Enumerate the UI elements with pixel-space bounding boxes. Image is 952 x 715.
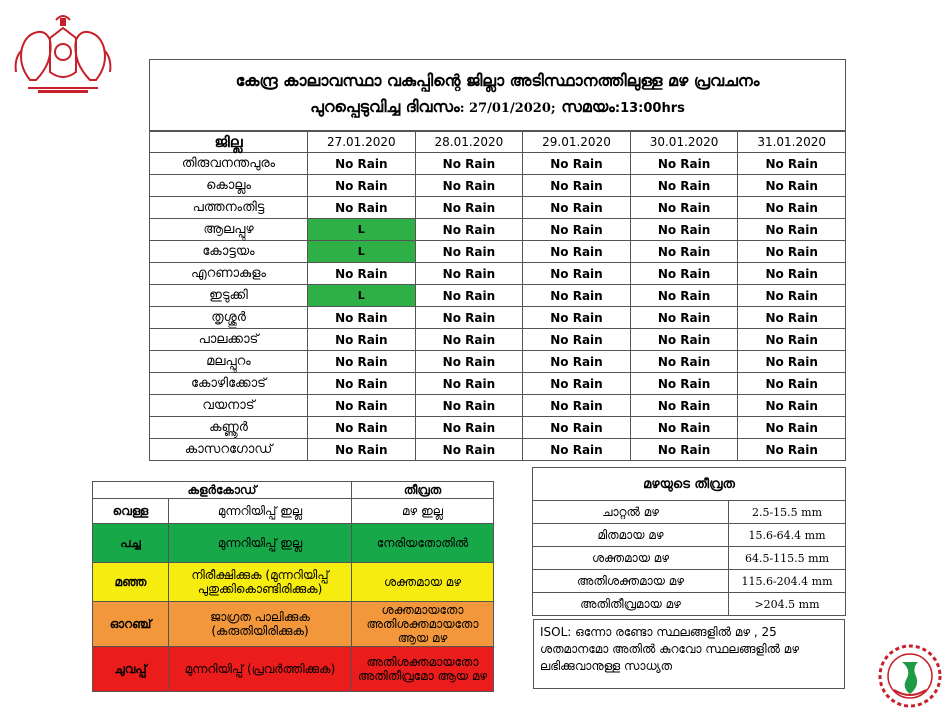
intensity-range: >204.5 mm (729, 593, 846, 616)
intensity-row (533, 501, 846, 524)
district-name: ഇടുക്കി (150, 285, 308, 307)
time-label: സമയം (555, 97, 615, 116)
date-header: 28.01.2020 (415, 132, 523, 153)
legend-intensity: ശക്തമായതോ അതിശക്തമായതോ ആയ മഴ (352, 602, 494, 647)
intensity-label: അതിതീവ്രമായ മഴ (533, 593, 729, 616)
forecast-cell: No Rain (308, 329, 416, 351)
forecast-row (150, 153, 846, 175)
forecast-cell: No Rain (308, 263, 416, 285)
intensity-label: മിതമായ മഴ (533, 524, 729, 547)
forecast-cell: No Rain (415, 285, 523, 307)
forecast-cell: No Rain (738, 373, 846, 395)
forecast-cell: No Rain (630, 241, 738, 263)
color-code-legend (92, 481, 494, 692)
forecast-row (150, 197, 846, 219)
forecast-cell: No Rain (738, 219, 846, 241)
legend-color-header: കളർകോഡ് (93, 482, 352, 499)
forecast-cell: No Rain (523, 175, 631, 197)
forecast-cell: No Rain (415, 395, 523, 417)
legend-header-row (93, 482, 494, 499)
forecast-cell: No Rain (630, 395, 738, 417)
district-name: കോഴിക്കോട് (150, 373, 308, 395)
legend-advisory: മുന്നറിയിപ്പ് (പ്രവർത്തിക്കുക) (169, 647, 352, 692)
forecast-cell: No Rain (415, 219, 523, 241)
forecast-cell: No Rain (523, 439, 631, 461)
forecast-cell: No Rain (308, 373, 416, 395)
legend-advisory: ജാഗ്രത പാലിക്കുക (കരുതിയിരിക്കുക) (169, 602, 352, 647)
intensity-range: 64.5-115.5 mm (729, 547, 846, 570)
legend-advisory: മുന്നറിയിപ്പ് ഇല്ല (169, 524, 352, 563)
forecast-cell: No Rain (415, 197, 523, 219)
district-name: തിരുവനന്തപുരം (150, 153, 308, 175)
date-header: 29.01.2020 (523, 132, 631, 153)
intensity-row (533, 524, 846, 547)
forecast-cell: No Rain (308, 417, 416, 439)
district-name: വയനാട് (150, 395, 308, 417)
forecast-cell: No Rain (630, 417, 738, 439)
forecast-row (150, 439, 846, 461)
forecast-cell: L (308, 219, 416, 241)
forecast-row (150, 241, 846, 263)
forecast-cell: No Rain (415, 175, 523, 197)
district-name: പാലക്കാട് (150, 329, 308, 351)
forecast-cell: No Rain (308, 351, 416, 373)
date-header: 30.01.2020 (630, 132, 738, 153)
forecast-cell: No Rain (630, 351, 738, 373)
forecast-cell: No Rain (415, 351, 523, 373)
forecast-cell: No Rain (415, 417, 523, 439)
legend-intensity-header: തീവ്രത (352, 482, 494, 499)
forecast-cell: No Rain (523, 395, 631, 417)
forecast-cell: No Rain (738, 285, 846, 307)
forecast-cell: No Rain (308, 175, 416, 197)
forecast-row (150, 285, 846, 307)
forecast-cell: L (308, 241, 416, 263)
ksdma-logo (876, 640, 944, 712)
forecast-row (150, 329, 846, 351)
forecast-cell: No Rain (415, 439, 523, 461)
legend-advisory: നിരീക്ഷിക്കുക (മുന്നറിയിപ്പ് പുതുക്കികൊണ്ടിരിക്കുക) (169, 563, 352, 602)
forecast-cell: No Rain (308, 395, 416, 417)
legend-row-green (93, 524, 494, 563)
forecast-row (150, 307, 846, 329)
forecast-row (150, 175, 846, 197)
intensity-range: 115.6-204.4 mm (729, 570, 846, 593)
district-name: ആലപ്പുഴ (150, 219, 308, 241)
legend-row-yellow (93, 563, 494, 602)
forecast-cell: No Rain (415, 153, 523, 175)
legend-intensity: അതിശക്തമായതോ അതിതീവ്രമോ ആയ മഴ (352, 647, 494, 692)
forecast-cell: No Rain (738, 439, 846, 461)
time-value: :13:00hrs (614, 101, 685, 116)
intensity-title: മഴയുടെ തീവ്രത (533, 468, 846, 501)
district-name: മലപ്പുറം (150, 351, 308, 373)
forecast-cell: No Rain (523, 219, 631, 241)
district-header: ജില്ല (150, 132, 308, 153)
legend-intensity: മഴ ഇല്ല (352, 499, 494, 524)
forecast-cell: No Rain (630, 175, 738, 197)
forecast-table (149, 131, 846, 461)
kerala-emblem-logo (8, 10, 118, 100)
forecast-row (150, 395, 846, 417)
isol-note: ISOL: ഒന്നോ രണ്ടോ സ്ഥലങ്ങളിൽ മഴ , 25 ശതമാനമോ അതിൽ കുറവോ സ്ഥലങ്ങളിൽ മഴ ലഭിക്കുവാനുള്ള സാധ്യത (533, 619, 845, 689)
forecast-cell: No Rain (308, 439, 416, 461)
intensity-row (533, 547, 846, 570)
forecast-cell: No Rain (630, 307, 738, 329)
issued-label: പുറപ്പെടുവിച്ച ദിവസം (310, 97, 460, 116)
legend-advisory: മുന്നറിയിപ്പ് ഇല്ല (169, 499, 352, 524)
intensity-row (533, 570, 846, 593)
legend-row-orange (93, 602, 494, 647)
intensity-row (533, 593, 846, 616)
forecast-cell: No Rain (738, 395, 846, 417)
forecast-row (150, 263, 846, 285)
forecast-cell: No Rain (738, 241, 846, 263)
forecast-row (150, 351, 846, 373)
legend-row-white (93, 499, 494, 524)
forecast-cell: No Rain (523, 263, 631, 285)
forecast-cell: No Rain (738, 175, 846, 197)
forecast-row (150, 219, 846, 241)
forecast-cell: No Rain (738, 417, 846, 439)
forecast-cell: No Rain (523, 197, 631, 219)
forecast-cell: No Rain (523, 285, 631, 307)
district-name: എറണാകുളം (150, 263, 308, 285)
legend-intensity: നേരിയതോതിൽ (352, 524, 494, 563)
date-header: 31.01.2020 (738, 132, 846, 153)
legend-row-red (93, 647, 494, 692)
forecast-header-row (150, 132, 846, 153)
district-name: കൊല്ലം (150, 175, 308, 197)
forecast-cell: No Rain (630, 153, 738, 175)
forecast-cell: No Rain (630, 219, 738, 241)
forecast-panel (149, 59, 846, 461)
forecast-cell: No Rain (738, 153, 846, 175)
forecast-cell: No Rain (738, 197, 846, 219)
forecast-cell: No Rain (523, 241, 631, 263)
forecast-cell: No Rain (630, 285, 738, 307)
forecast-cell: No Rain (630, 329, 738, 351)
legend-color-name: പച്ച (93, 524, 169, 563)
forecast-cell: No Rain (308, 307, 416, 329)
legend-intensity: ശക്തമായ മഴ (352, 563, 494, 602)
legend-color-name: മഞ്ഞ (93, 563, 169, 602)
forecast-cell: No Rain (738, 307, 846, 329)
issued-date: : 27/01/2020; (459, 101, 556, 116)
legend-color-name: ഓറഞ്ച് (93, 602, 169, 647)
forecast-cell: No Rain (630, 263, 738, 285)
intensity-label: ചാറ്റൽ മഴ (533, 501, 729, 524)
forecast-row (150, 417, 846, 439)
forecast-cell: No Rain (738, 263, 846, 285)
rain-intensity-table (532, 467, 846, 616)
forecast-cell: No Rain (523, 417, 631, 439)
forecast-cell: No Rain (630, 373, 738, 395)
date-header: 27.01.2020 (308, 132, 416, 153)
district-name: പത്തനംതിട്ട (150, 197, 308, 219)
forecast-cell: No Rain (630, 439, 738, 461)
forecast-cell: No Rain (415, 307, 523, 329)
forecast-row (150, 373, 846, 395)
forecast-cell: No Rain (738, 329, 846, 351)
district-name: തൃശ്ശൂർ (150, 307, 308, 329)
forecast-cell: No Rain (738, 351, 846, 373)
intensity-label: അതിശക്തമായ മഴ (533, 570, 729, 593)
title-line2 (150, 94, 845, 122)
forecast-cell: No Rain (308, 153, 416, 175)
forecast-cell: No Rain (308, 197, 416, 219)
intensity-range: 2.5-15.5 mm (729, 501, 846, 524)
forecast-cell: L (308, 285, 416, 307)
forecast-cell: No Rain (523, 307, 631, 329)
forecast-cell: No Rain (415, 263, 523, 285)
forecast-cell: No Rain (630, 197, 738, 219)
district-name: കാസറഗോഡ് (150, 439, 308, 461)
forecast-cell: No Rain (523, 329, 631, 351)
forecast-cell: No Rain (415, 329, 523, 351)
forecast-title (149, 59, 846, 131)
district-name: കോട്ടയം (150, 241, 308, 263)
intensity-label: ശക്തമായ മഴ (533, 547, 729, 570)
forecast-cell: No Rain (523, 153, 631, 175)
title-line1: കേന്ദ്ര കാലാവസ്ഥാ വകുപ്പിന്റെ ജില്ലാ അടിസ്ഥാനത്തിലുള്ള മഴ പ്രവചനം (235, 71, 760, 90)
forecast-cell: No Rain (415, 241, 523, 263)
legend-color-name: വെള്ള (93, 499, 169, 524)
district-name: കണ്ണൂർ (150, 417, 308, 439)
forecast-cell: No Rain (523, 351, 631, 373)
forecast-cell: No Rain (415, 373, 523, 395)
intensity-range: 15.6-64.4 mm (729, 524, 846, 547)
forecast-cell: No Rain (523, 373, 631, 395)
legend-color-name: ചുവപ്പ് (93, 647, 169, 692)
